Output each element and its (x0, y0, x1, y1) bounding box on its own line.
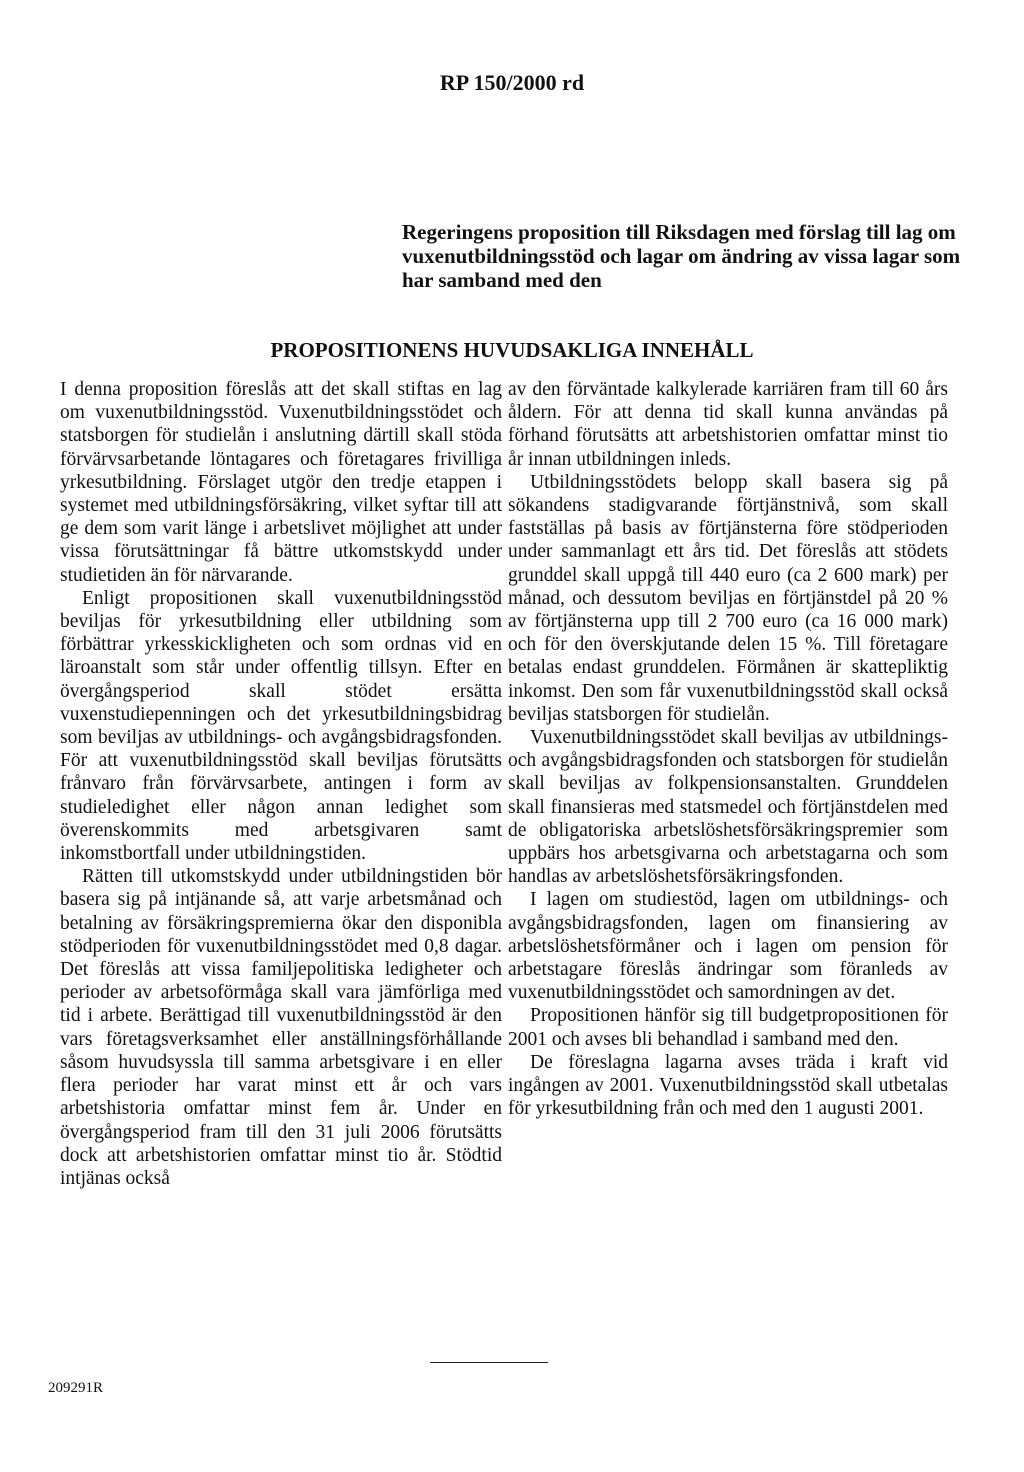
paragraph: I lagen om studiestöd, lagen om utbildnings- och avgångsbidragsfonden, lagen om finansiering av arbetslöshetsförmåner och i lagen om pension för arbetstagare föreslås ändringar som föranleds av vuxenutbildningsstödet och samordningen av det. (508, 889, 948, 1004)
section-heading: PROPOSITIONENS HUVUDSAKLIGA INNEHÅLL (270, 338, 754, 362)
paragraph: Utbildningsstödets belopp skall basera sig på sökandens stadigvarande förtjänstnivå, som skall fastställas på basis av förtjänsterna före stödperioden under sammanlagt ett års tid. Det föreslås att stödets grunddel skall uppgå till 440 euro (ca 2 600 mark) per månad, och dessutom beviljas en förtjänstdel på 20 % av förtjänsterna upp till 2 700 euro (ca 16 000 mark) och för den överskjutande delen 15 %. Till företagare betalas endast grunddelen. Förmånen är skattepliktig inkomst. Den som får vuxenutbildningsstöd skall också beviljas statsborgen för studielån. (508, 471, 948, 725)
paragraph: av den förväntade kalkylerade karriären fram till 60 års åldern. För att denna tid skall kunna användas på förhand förutsätts att arbetshistorien omfattar minst tio år innan utbildningen inleds. (508, 379, 948, 470)
paragraph: I denna proposition föreslås att det skall stiftas en lag om vuxenutbildningsstöd. Vuxenutbildningsstödet och statsborgen för studielån i anslutning därtill skall stöda förvärvsarbetande löntagares och företagares frivilliga yrkesutbildning. Förslaget utgör den tredje etappen i systemet med utbildningsförsäkring, vilket syftar till att ge dem som varit länge i arbetslivet möjlighet att under vissa förutsättningar få bättre utkomstskydd under studietiden än för närvarande. (60, 379, 502, 586)
paragraph: Propositionen hänför sig till budgetpropositionen för 2001 och avses bli behandlad i samband med den. (508, 1005, 948, 1050)
paragraph: De föreslagna lagarna avses träda i kraft vid ingången av 2001. Vuxenutbildningsstöd skall utbetalas för yrkesutbildning från och med den 1 augusti 2001. (508, 1051, 948, 1120)
right-column (508, 378, 948, 1121)
proposition-title: Regeringens proposition till Riksdagen med förslag till lag om vuxenutbildningsstöd och lagar om ändring av vissa lagar som har samband med den (402, 220, 961, 292)
document-number: RP 150/2000 rd (439, 70, 585, 95)
paragraph: Enligt propositionen skall vuxenutbildningsstöd beviljas för yrkesutbildning eller utbildning som förbättrar yrkesskickligheten och som ordnas vid en läroanstalt som står under offentlig tillsyn. Efter en övergångsperiod skall stödet ersätta vuxenstudiepenningen och det yrkesutbildningsbidrag som beviljas av utbildnings- och avgångsbidragsfonden. För att vuxenutbildningsstöd skall beviljas förutsätts frånvaro från förvärvsarbete, antingen i form av studieledighet eller någon annan ledighet som överenskommits med arbetsgivaren samt inkomstbortfall under utbildningstiden. (60, 587, 502, 865)
end-rule (430, 1362, 548, 1363)
left-column (60, 378, 502, 1190)
paragraph: Rätten till utkomstskydd under utbildningstiden bör basera sig på intjänande så, att varje arbetsmånad och betalning av försäkringspremierna ökar den disponibla stödperioden för vuxenutbildningsstödet med 0,8 dagar. Det föreslås att vissa familjepolitiska ledigheter och perioder av arbetsoförmåga skall vara jämförliga med tid i arbete. Berättigad till vuxenutbildningsstöd är den vars företagsverksamhet eller anställningsförhållande såsom huvudsyssla till samma arbetsgivare i en eller flera perioder har varat minst ett år och vars arbetshistoria omfattar minst fem år. Under en övergångsperiod fram till den 31 juli 2006 förutsätts dock att arbetshistorien omfattar minst tio år. Stödtid intjänas också (60, 866, 502, 1189)
paragraph: Vuxenutbildningsstödet skall beviljas av utbildnings- och avgångsbidragsfonden och statsborgen för studielån skall beviljas av folkpensionsanstalten. Grunddelen skall finansieras med statsmedel och förtjänstdelen med de obligatoriska arbetslöshetsförsäkringspremier som uppbärs hos arbetsgivarna och arbetstagarna och som handlas av arbetslöshetsförsäkringsfonden. (508, 727, 948, 888)
print-code: 209291R (48, 1380, 104, 1396)
